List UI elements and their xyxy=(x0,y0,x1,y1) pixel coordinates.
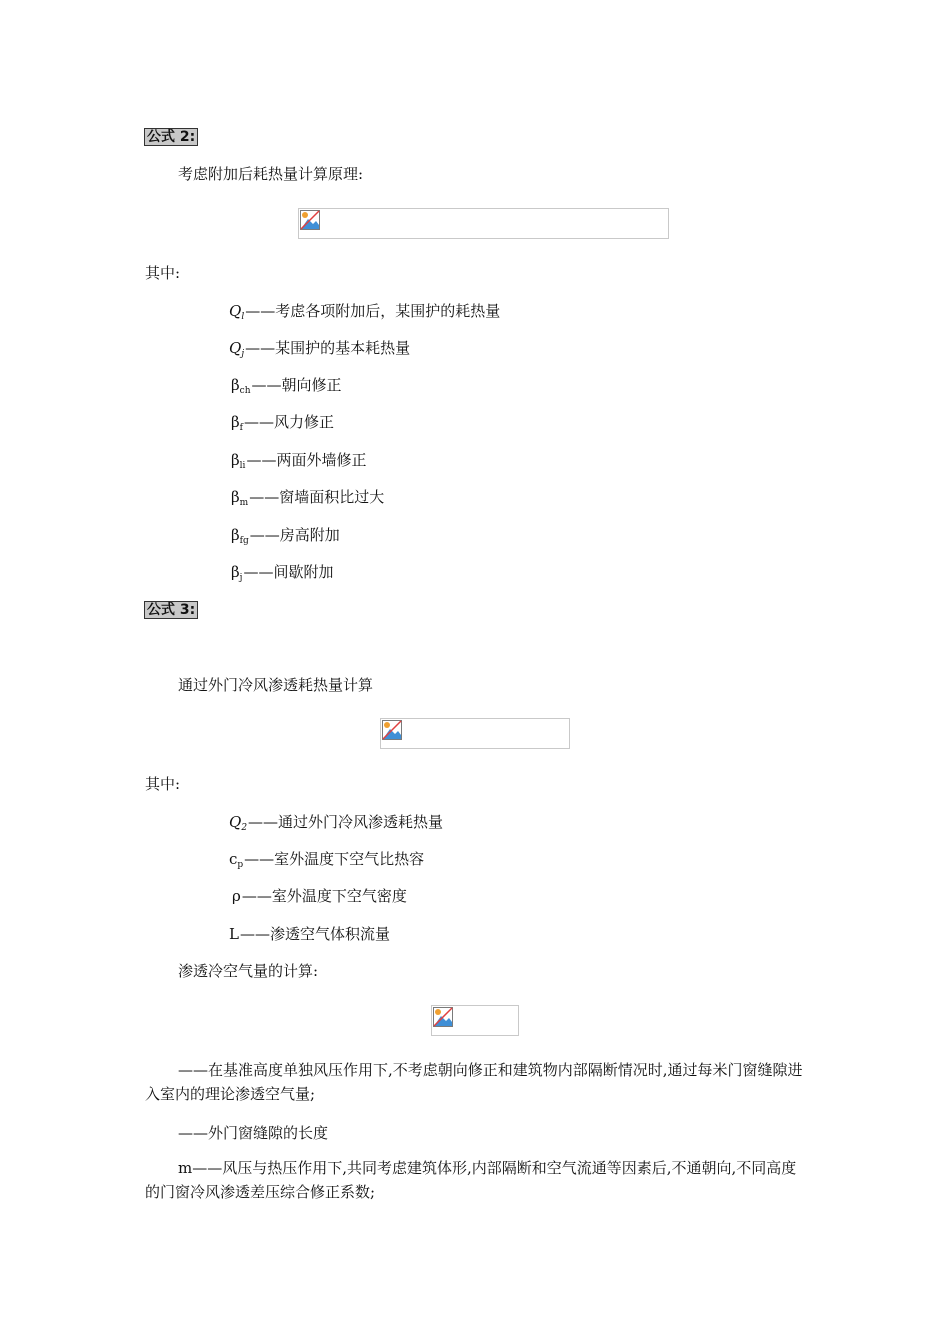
paragraph: ——外门窗缝隙的长度 xyxy=(178,1124,329,1142)
def-row: $\beta_{fg}——$房高附加 xyxy=(231,526,340,546)
formula2-image xyxy=(298,208,669,239)
formula2-intro: 考虑附加后耗热量计算原理: xyxy=(178,165,364,183)
broken-image-icon xyxy=(300,210,320,230)
broken-image-icon xyxy=(433,1007,453,1027)
def-row: $\beta_m——$窗墙面积比过大 xyxy=(231,488,385,508)
paragraph: ——在基准高度单独风压作用下,不考虑朝向修正和建筑物内部隔断情况时,通过每米门窗缝隙进入室内的理论渗透空气量; xyxy=(145,1061,803,1103)
def-row: $\beta_{li}——$两面外墙修正 xyxy=(231,451,367,471)
air-calc-image xyxy=(431,1005,519,1036)
air-calc-heading: 渗透冷空气量的计算: xyxy=(178,962,319,980)
broken-image-icon xyxy=(382,720,402,740)
def-row: $Q_j——$某围护的基本耗热量 xyxy=(229,339,411,359)
def-row: $\beta_j——$间歇附加 xyxy=(231,563,334,583)
paragraph: m——风压与热压作用下,共同考虑建筑体形,内部隔断和空气流通等因素后,不通朝向,不同高度的门窗冷风渗透差压综合修正系数; xyxy=(145,1159,797,1201)
def-row: $\beta_f——$风力修正 xyxy=(231,413,335,433)
def-row: L——渗透空气体积流量 xyxy=(229,925,390,943)
formula2-header: 公式 2: xyxy=(144,128,198,146)
def-row: $c_p——$室外温度下空气比热容 xyxy=(229,850,425,870)
formula2-where: 其中: xyxy=(145,264,181,282)
def-row: $\beta_{ch}——$朝向修正 xyxy=(231,376,342,396)
formula3-intro: 通过外门冷风渗透耗热量计算 xyxy=(178,676,374,694)
def-row: ρ——室外温度下空气密度 xyxy=(232,887,407,905)
formula3-where: 其中: xyxy=(145,775,181,793)
formula3-image xyxy=(380,718,570,749)
formula3-header: 公式 3: xyxy=(144,601,198,619)
def-row: $Q_2——$通过外门冷风渗透耗热量 xyxy=(229,813,444,833)
def-row: $Q_l——$考虑各项附加后，某围护的耗热量 xyxy=(229,302,501,322)
